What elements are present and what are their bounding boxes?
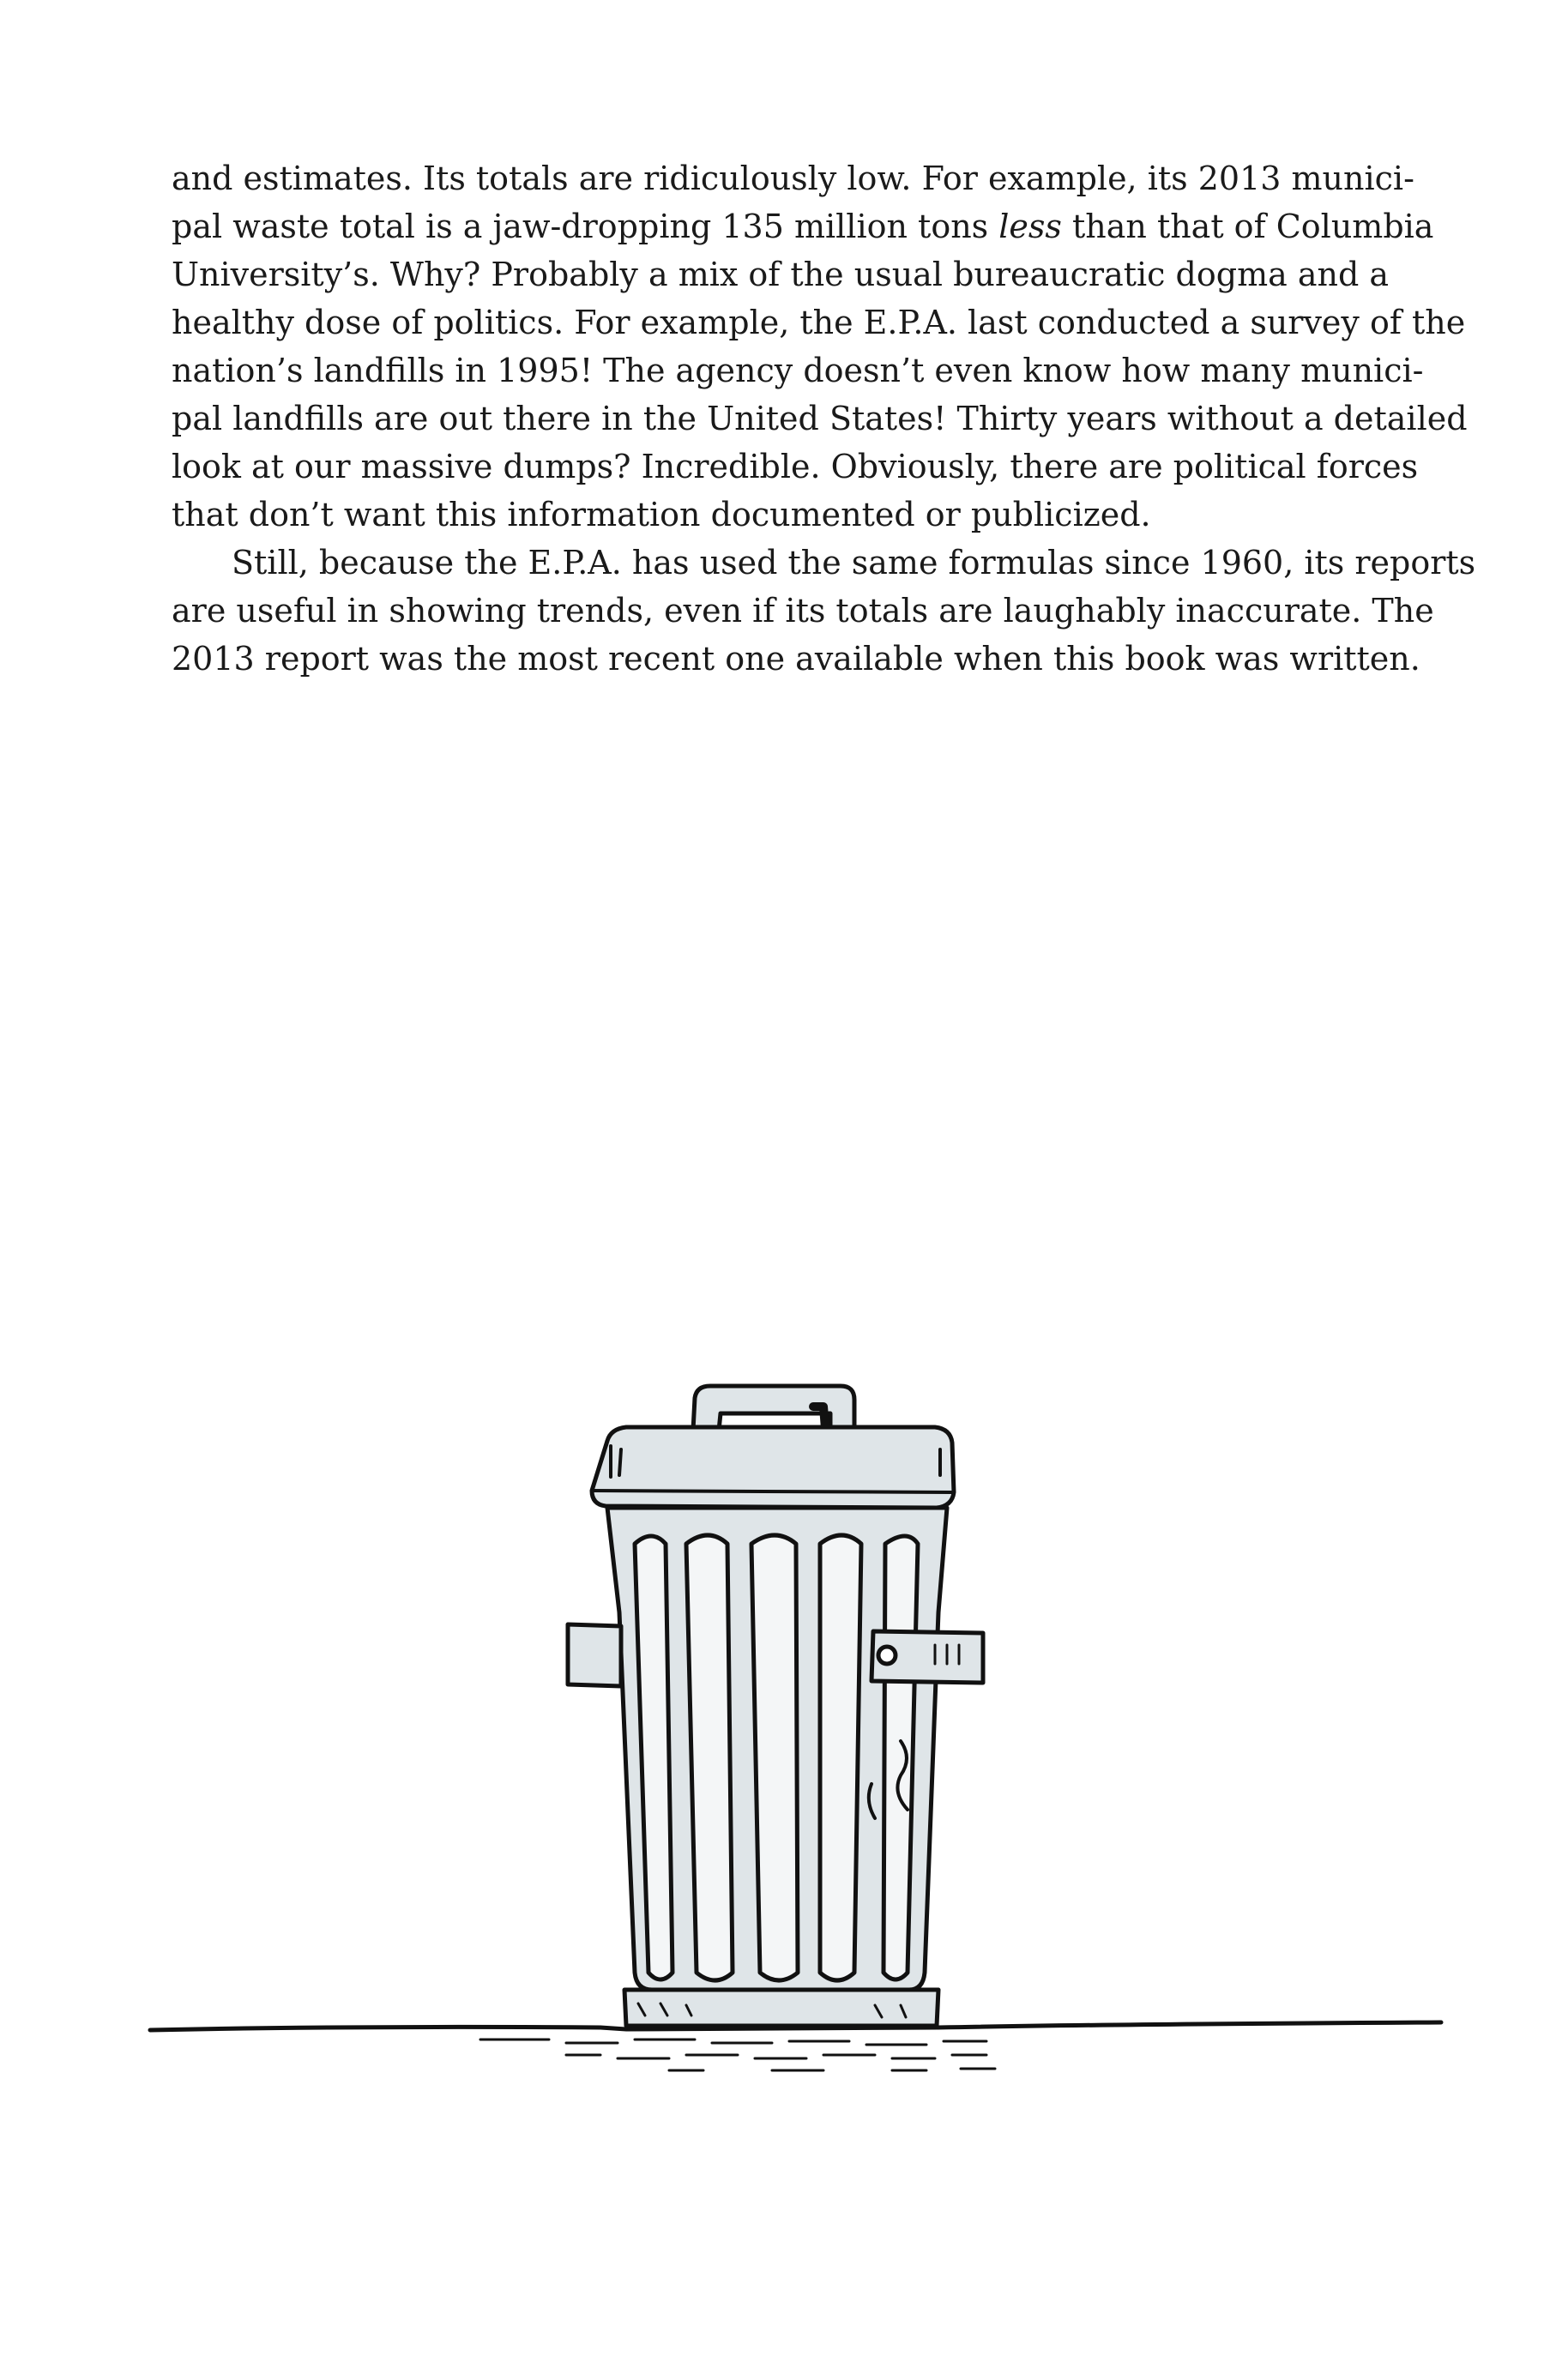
- left-handle: [568, 1624, 621, 1686]
- text-line: Still, because the E.P.A. has used the same formulas since 1960, its reports: [232, 544, 1476, 581]
- trash-can-lid: [592, 1427, 954, 1508]
- can-rib: [751, 1535, 798, 1980]
- can-rib: [686, 1535, 733, 1980]
- text-run: pal waste total is a jaw-dropping 135 million tons: [172, 208, 999, 245]
- text-line: look at our massive dumps? Incredible. Obviously, there are political forces: [172, 448, 1419, 485]
- ground-shadow: [480, 2040, 995, 2070]
- text-line: pal landfills are out there in the United States! Thirty years without a detailed: [172, 400, 1468, 437]
- text-line: and estimates. Its totals are ridiculously low. For example, its 2013 munici-: [172, 160, 1414, 197]
- text-run: than that of Columbia: [1061, 208, 1434, 245]
- text-line: that don’t want this information documented or publicized.: [172, 496, 1151, 533]
- emphasis-text: less: [998, 208, 1062, 245]
- trash-can-base: [624, 1990, 938, 2026]
- lid-handle: [693, 1386, 854, 1431]
- text-line: nation’s landfills in 1995! The agency doesn’t even know how many munici-: [172, 352, 1424, 389]
- text-line: healthy dose of politics. For example, the E.P.A. last conducted a survey of the: [172, 304, 1466, 341]
- text-line: University’s. Why? Probably a mix of the usual bureaucratic dogma and a: [172, 256, 1390, 293]
- can-rib: [820, 1535, 861, 1980]
- text-line: 2013 report was the most recent one available when this book was written.: [172, 640, 1420, 678]
- text-line: are useful in showing trends, even if its totals are laughably inaccurate. The: [172, 592, 1434, 630]
